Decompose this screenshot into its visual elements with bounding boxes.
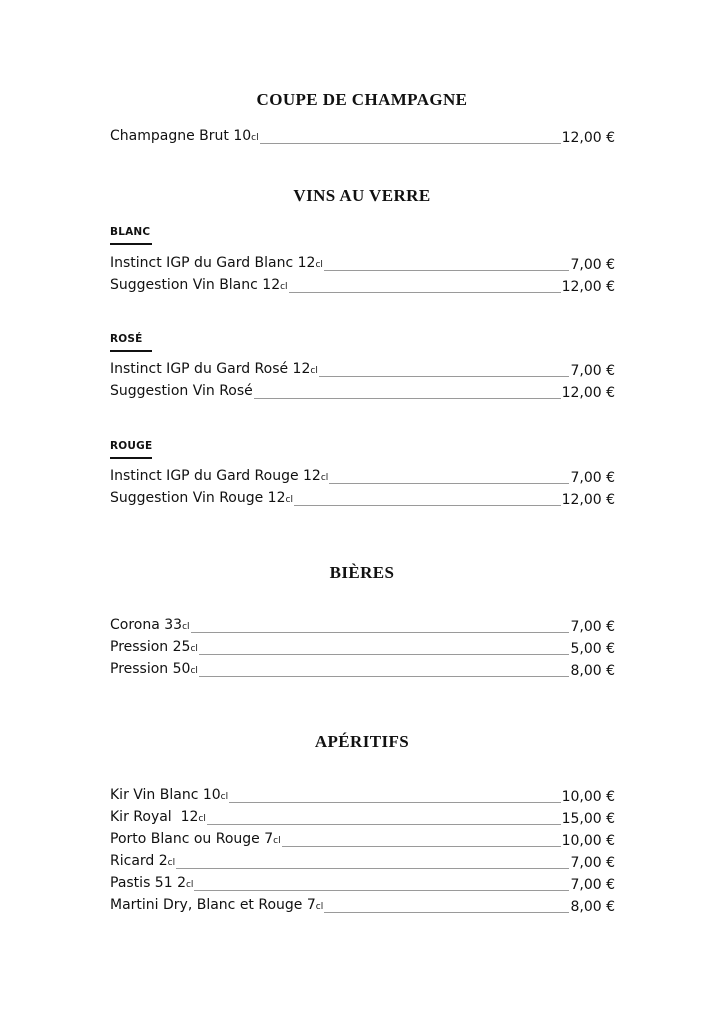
item-name: Porto Blanc ou Rouge 7 <box>110 831 274 847</box>
item-name: Suggestion Vin Rouge 12 <box>110 490 286 506</box>
item-name: Pastis 51 2 <box>110 875 186 891</box>
dotted-leader <box>319 375 570 377</box>
item-price: 10,00 € <box>561 789 615 805</box>
section-title-aperitifs: APÉRITIFS <box>314 732 410 751</box>
dotted-leader <box>289 291 561 293</box>
dotted-leader <box>191 631 570 633</box>
item-name: Kir Vin Blanc 10 <box>110 787 221 803</box>
item-unit: cl <box>185 880 194 890</box>
item-price: 8,00 € <box>570 663 615 679</box>
menu-item <box>110 808 615 828</box>
section-title-bieres: BIÈRES <box>329 563 395 582</box>
subheading-underline <box>110 457 152 459</box>
item-price: 7,00 € <box>570 619 615 635</box>
item-unit: cl <box>285 495 293 505</box>
menu-item <box>110 254 615 274</box>
item-price: 12,00 € <box>561 130 615 146</box>
dotted-leader <box>324 911 569 913</box>
menu-item <box>110 616 615 636</box>
item-name: Champagne Brut 10 <box>110 128 252 144</box>
item-price: 5,00 € <box>570 641 615 657</box>
item-unit: cl <box>220 792 229 802</box>
item-name: Instinct IGP du Gard Blanc 12 <box>110 255 316 271</box>
menu-item <box>110 830 615 850</box>
item-name: Instinct IGP du Gard Rosé 12 <box>110 361 311 377</box>
subheading-underline <box>110 243 152 245</box>
dotted-leader <box>254 397 561 399</box>
item-name: Pression 25 <box>110 639 191 655</box>
item-unit: cl <box>315 902 324 912</box>
item-name: Instinct IGP du Gard Rouge 12 <box>110 468 321 484</box>
menu-item <box>110 489 615 509</box>
item-unit: cl <box>280 282 288 292</box>
item-unit: cl <box>315 260 323 270</box>
item-name: Suggestion Vin Rosé <box>110 383 253 399</box>
item-unit: cl <box>182 622 190 632</box>
item-price: 7,00 € <box>570 470 615 486</box>
item-unit: cl <box>190 666 198 676</box>
dotted-leader <box>282 845 561 847</box>
item-unit: cl <box>320 473 329 483</box>
item-name: Martini Dry, Blanc et Rouge 7 <box>110 897 316 913</box>
dotted-leader <box>329 482 569 484</box>
item-price: 12,00 € <box>561 385 615 401</box>
menu-item <box>110 852 615 872</box>
menu-item <box>110 127 615 147</box>
item-name: Suggestion Vin Blanc 12 <box>110 277 281 293</box>
item-unit: cl <box>251 133 259 143</box>
subheading-rouge: ROUGE <box>110 440 153 452</box>
dotted-leader <box>176 867 569 869</box>
section-title-vins: VINS AU VERRE <box>293 186 431 205</box>
item-price: 7,00 € <box>570 363 615 379</box>
item-name: Ricard 2 <box>110 853 168 869</box>
item-price: 8,00 € <box>570 899 615 915</box>
menu-item <box>110 276 615 296</box>
menu-item <box>110 638 615 658</box>
item-unit: cl <box>167 858 176 868</box>
item-price: 10,00 € <box>561 833 615 849</box>
item-name: Pression 50 <box>110 661 191 677</box>
menu-item <box>110 660 615 680</box>
subheading-blanc: BLANC <box>110 226 151 238</box>
item-unit: cl <box>310 366 318 376</box>
dotted-leader <box>199 653 570 655</box>
dotted-leader <box>229 801 560 803</box>
item-unit: cl <box>190 644 198 654</box>
item-unit: cl <box>198 814 206 824</box>
item-price: 15,00 € <box>561 811 615 827</box>
menu-item <box>110 467 615 487</box>
item-unit: cl <box>273 836 281 846</box>
item-price: 7,00 € <box>570 855 615 871</box>
menu-item <box>110 896 615 916</box>
dotted-leader <box>207 823 561 825</box>
item-price: 12,00 € <box>561 492 615 508</box>
dotted-leader <box>199 675 570 677</box>
item-price: 12,00 € <box>561 279 615 295</box>
subheading-rose: ROSÉ <box>110 333 143 345</box>
menu-item <box>110 786 615 806</box>
item-price: 7,00 € <box>570 257 615 273</box>
item-name: Kir Royal 12 <box>110 809 199 825</box>
menu-item <box>110 382 615 402</box>
dotted-leader <box>194 889 569 891</box>
item-name: Corona 33 <box>110 617 183 633</box>
menu-item <box>110 360 615 380</box>
subheading-underline <box>110 350 152 352</box>
dotted-leader <box>294 504 561 506</box>
dotted-leader <box>260 142 561 144</box>
section-title-champagne: COUPE DE CHAMPAGNE <box>256 90 468 109</box>
dotted-leader <box>324 269 570 271</box>
item-price: 7,00 € <box>570 877 615 893</box>
menu-item <box>110 874 615 894</box>
